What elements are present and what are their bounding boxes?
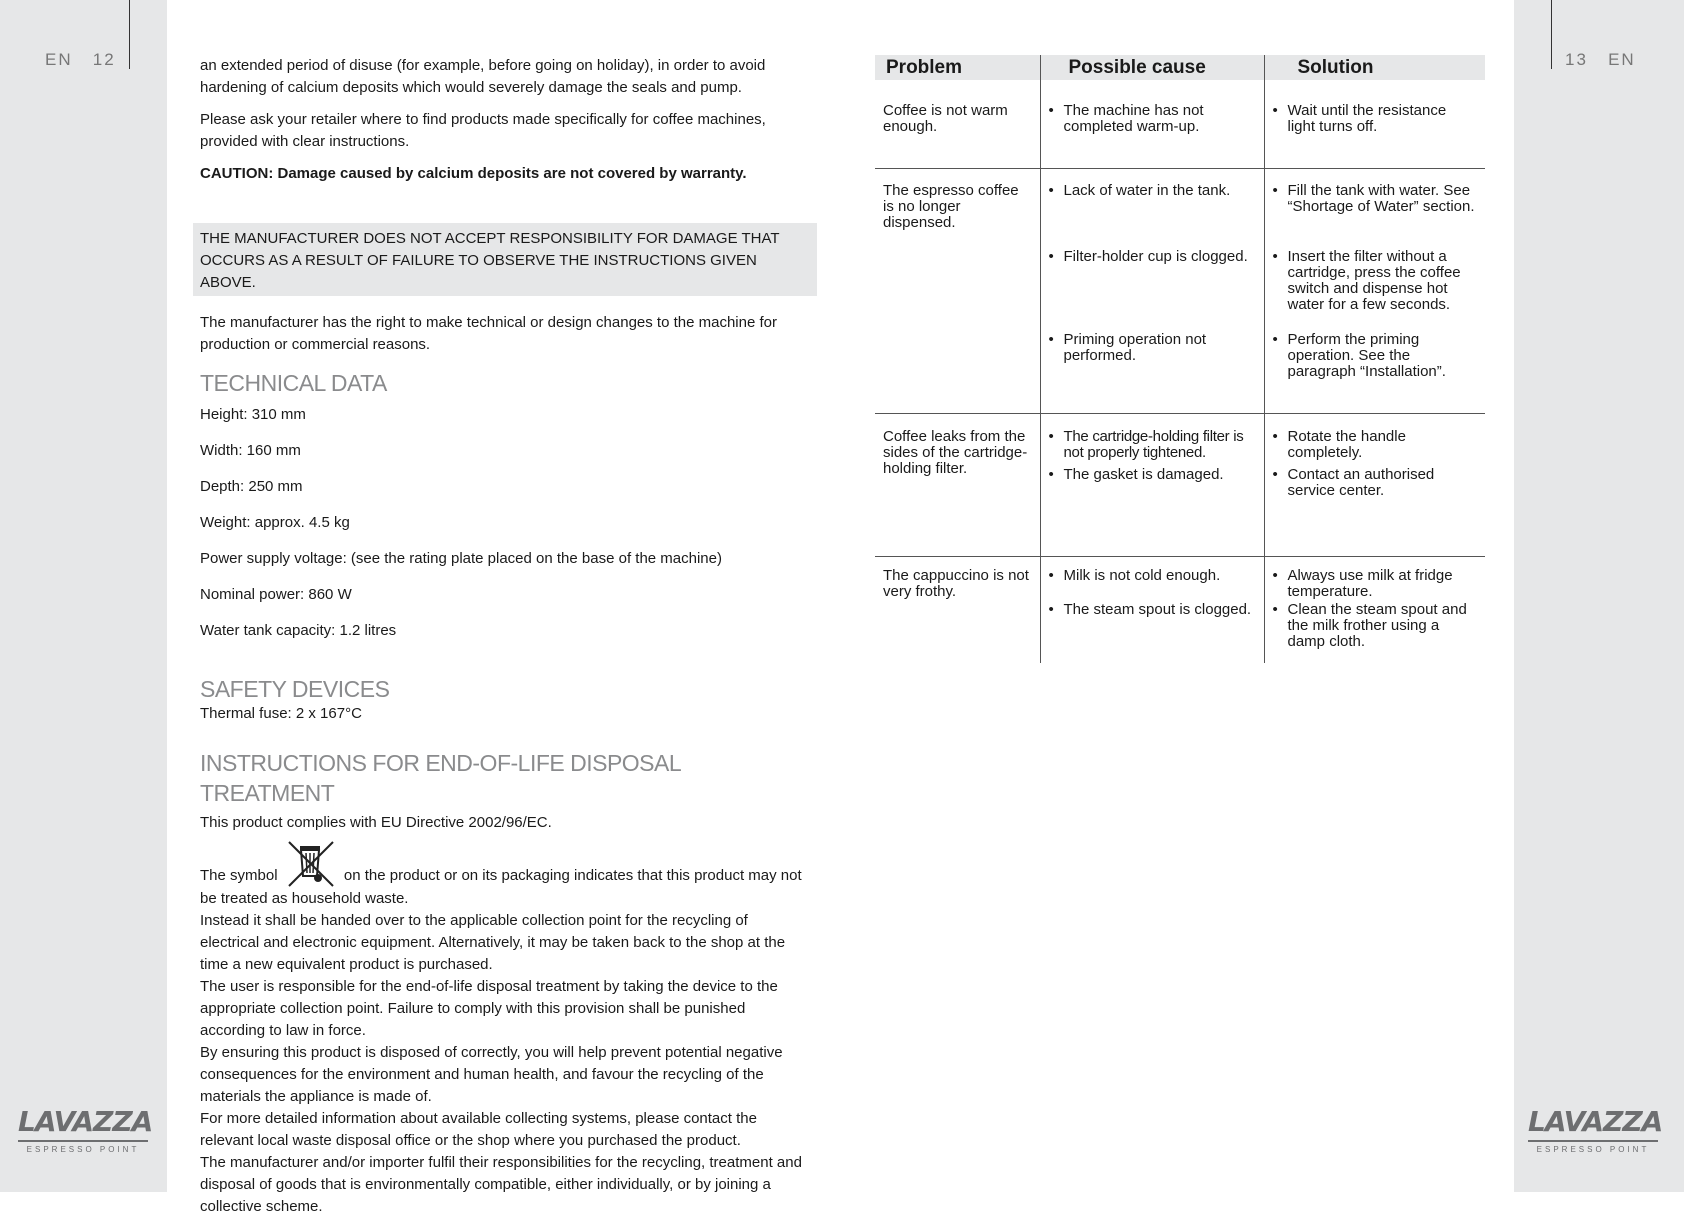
- cause-cell: [1040, 169, 1264, 414]
- symbol-paragraph: The symbol on the product or on its packaging indicates that this product may not be treated as household waste.: [200, 840, 810, 910]
- disposal-text: [200, 812, 810, 1218]
- spec-depth: Depth: 250 mm: [200, 478, 303, 495]
- list-item: • Always use milk at fridge temperature.: [1273, 568, 1478, 602]
- list-item: • The gasket is damaged.: [1049, 467, 1256, 483]
- disposal-heading: INSTRUCTIONS FOR END-OF-LIFE DISPOSAL TREATMENT: [200, 750, 681, 806]
- list-item: • Priming operation not performed.: [1049, 332, 1256, 364]
- header-problem: Problem: [875, 55, 1040, 80]
- list-item: • Fill the tank with water. See “Shortage of Water” section.: [1273, 183, 1478, 249]
- header-cause: Possible cause: [1040, 55, 1264, 80]
- list-item: • The machine has not completed warm-up.: [1049, 103, 1256, 135]
- left-margin-rule: [129, 0, 130, 69]
- caution-text: CAUTION: Damage caused by calcium deposits are not covered by warranty.: [200, 165, 747, 182]
- list-item: • Perform the priming operation. See the paragraph “Installation”.: [1273, 332, 1478, 380]
- list-item: • Milk is not cold enough.: [1049, 568, 1256, 602]
- left-page-content: [200, 55, 810, 1218]
- solution-cell: [1264, 169, 1485, 414]
- solution-cell: [1264, 414, 1485, 557]
- right-margin: [1514, 0, 1684, 1192]
- right-margin-rule: [1551, 0, 1552, 69]
- problem-cell: Coffee leaks from the sides of the cartridge-holding filter.: [875, 414, 1040, 557]
- spec-weight: Weight: approx. 4.5 kg: [200, 514, 350, 531]
- brand-logo-left: LAVAZZA ESPRESSO POINT: [18, 1105, 153, 1154]
- table-header-row: [875, 55, 1485, 80]
- manufacturer-right-paragraph: The manufacturer has the right to make technical or design changes to the machine for production or commercial reasons.: [200, 314, 777, 353]
- solution-cell: [1264, 557, 1485, 664]
- spec-width: Width: 160 mm: [200, 442, 301, 459]
- list-item: • The steam spout is clogged.: [1049, 602, 1256, 618]
- list-item: • Rotate the handle completely.: [1273, 429, 1478, 467]
- cause-cell: [1040, 414, 1264, 557]
- problem-cell: The cappuccino is not very frothy.: [883, 567, 1029, 600]
- disposal-paragraph: The user is responsible for the end-of-life disposal treatment by taking the device to the appropriate collection point. Failure to comply with this provision shall be punished according to law in force.: [200, 978, 778, 1039]
- crossed-bin-icon: [286, 840, 336, 888]
- list-item: • The cartridge-holding filter is not properly tightened.: [1049, 429, 1256, 467]
- table-row: [875, 557, 1485, 664]
- disposal-paragraph: Instead it shall be handed over to the applicable collection point for the recycling of electrical and electronic equipment. Alternatively, it may be taken back to the shop at the time a new equivalent product is purchased.: [200, 912, 786, 973]
- table-row: [875, 414, 1485, 557]
- disposal-paragraph: By ensuring this product is disposed of correctly, you will help prevent potential negative consequences for the environment and human health, and favour the recycling of the materials the appliance is made of.: [200, 1044, 783, 1105]
- directive-text: This product complies with EU Directive 2002/96/EC.: [200, 814, 552, 831]
- spec-tank: Water tank capacity: 1.2 litres: [200, 622, 397, 639]
- safety-devices-heading: SAFETY DEVICES: [200, 676, 390, 702]
- troubleshooting-table: [875, 55, 1485, 663]
- intro-paragraph: an extended period of disuse (for example, before going on holiday), in order to avoid hardening of calcium deposits which would severely damage the seals and pump.: [200, 57, 766, 96]
- problem-cell: Coffee is not warm enough.: [875, 80, 1040, 169]
- list-item: • Lack of water in the tank.: [1049, 183, 1256, 249]
- table-row: [875, 169, 1485, 414]
- spec-power: Nominal power: 860 W: [200, 586, 352, 603]
- left-margin: [0, 0, 167, 1192]
- list-item: • Wait until the resistance light turns off.: [1273, 103, 1478, 135]
- problem-cell: The espresso coffee is no longer dispensed.: [875, 169, 1040, 414]
- spec-height: Height: 310 mm: [200, 406, 306, 423]
- list-item: • Contact an authorised service center.: [1273, 467, 1478, 499]
- disposal-paragraph: The manufacturer and/or importer fulfil their responsibilities for the recycling, treatment and disposal of goods that is environmentally compatible, either individually, or by joining a collective scheme.: [200, 1154, 802, 1215]
- responsibility-notice: THE MANUFACTURER DOES NOT ACCEPT RESPONSIBILITY FOR DAMAGE THAT OCCURS AS A RESULT OF FAILURE TO OBSERVE THE INSTRUCTIONS GIVEN ABOVE.: [193, 223, 817, 296]
- cause-cell: [1040, 80, 1264, 169]
- solution-cell: [1264, 80, 1485, 169]
- right-page-number: 13 EN: [1565, 50, 1636, 69]
- technical-data-heading: TECHNICAL DATA: [200, 370, 387, 396]
- list-item: • Filter-holder cup is clogged.: [1049, 249, 1256, 332]
- table-row: [875, 80, 1485, 169]
- header-solution: Solution: [1264, 55, 1485, 80]
- brand-logo-right: LAVAZZA ESPRESSO POINT: [1528, 1105, 1663, 1154]
- disposal-paragraph: For more detailed information about available collecting systems, please contact the relevant local waste disposal office or the shop where you purchased the product.: [200, 1110, 757, 1149]
- retailer-paragraph: Please ask your retailer where to find products made specifically for coffee machines, provided with clear instructions.: [200, 111, 766, 150]
- left-page-number: EN 12: [45, 50, 116, 69]
- list-item: • Insert the filter without a cartridge, press the coffee switch and dispense hot water for a few seconds.: [1273, 249, 1478, 332]
- list-item: • Clean the steam spout and the milk frother using a damp cloth.: [1273, 602, 1478, 650]
- cause-cell: [1040, 557, 1264, 664]
- thermal-fuse: Thermal fuse: 2 x 167°C: [200, 705, 362, 722]
- spec-voltage: Power supply voltage: (see the rating plate placed on the base of the machine): [200, 550, 722, 567]
